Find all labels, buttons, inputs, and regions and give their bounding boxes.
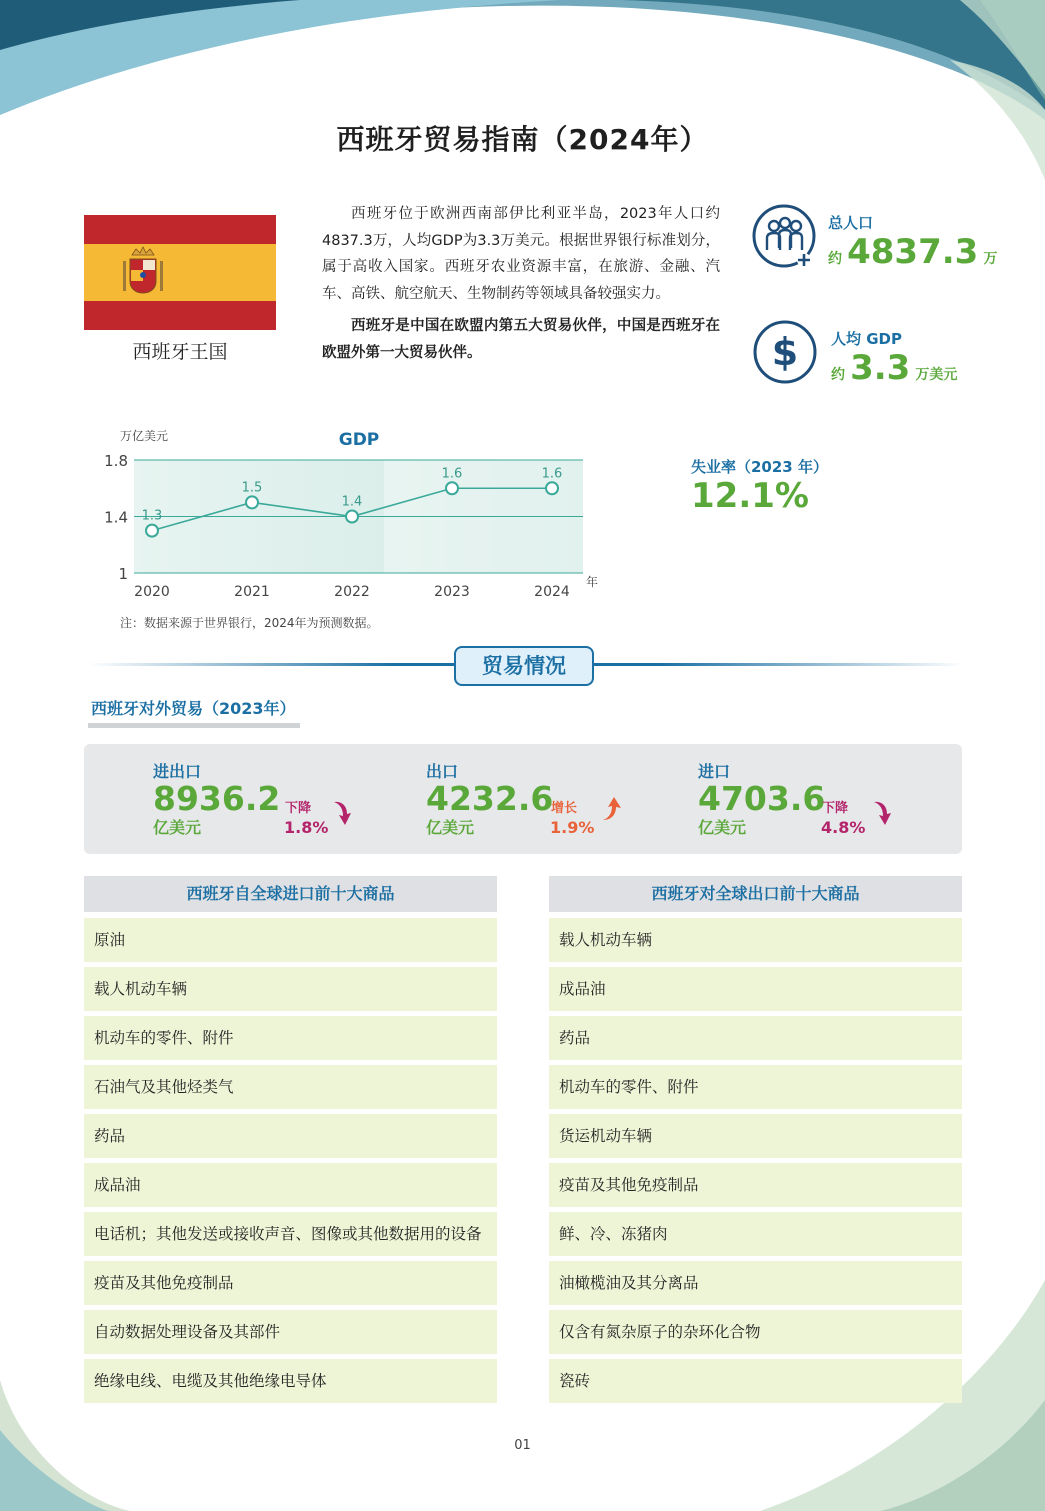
- data-point: [146, 525, 158, 537]
- chart-source-note: 注：数据来源于世界银行，2024年为预测数据。: [120, 616, 379, 630]
- population-stat: [828, 232, 997, 272]
- y-axis-label: 万亿美元: [120, 429, 169, 443]
- gdp-per-capita-prefix: 约: [831, 367, 845, 383]
- list-item: 疫苗及其他免疫制品: [549, 1163, 962, 1207]
- trade-total-value: 8936.2: [153, 779, 281, 818]
- page-title: 西班牙贸易指南（2024年）: [336, 123, 709, 156]
- section-title-trade: 贸易情况: [454, 646, 594, 686]
- list-item: 机动车的零件、附件: [549, 1065, 962, 1109]
- x-axis-label: 年: [586, 575, 599, 589]
- data-point: [246, 496, 258, 508]
- list-item: 鲜、冷、冻猪肉: [549, 1212, 962, 1256]
- unemployment-value: 12.1%: [691, 476, 809, 516]
- arrow-up-icon: [600, 796, 624, 822]
- list-item: 绝缘电线、电缆及其他绝缘电导体: [84, 1359, 497, 1403]
- list-item: 载人机动车辆: [84, 967, 497, 1011]
- intro-highlight: 西班牙是中国在欧盟内第五大贸易伙伴，中国是西班牙在欧盟外第一大贸易伙伴。: [322, 318, 720, 361]
- list-item: 疫苗及其他免疫制品: [84, 1261, 497, 1305]
- imports-list: [84, 918, 497, 1403]
- list-item: 药品: [84, 1114, 497, 1158]
- x-tick-label: 2024: [534, 584, 570, 600]
- list-item: 瓷砖: [549, 1359, 962, 1403]
- list-item: 机动车的零件、附件: [84, 1016, 497, 1060]
- list-item: 仅含有氮杂原子的杂环化合物: [549, 1310, 962, 1354]
- trade-total-direction: 下降: [285, 801, 312, 816]
- unemployment-label: 失业率（2023 年）: [691, 458, 828, 476]
- population-prefix: 约: [828, 251, 842, 267]
- gdp-per-capita-value: 3.3: [850, 348, 911, 388]
- list-item: 成品油: [549, 967, 962, 1011]
- population-value: 4837.3: [847, 232, 979, 272]
- people-icon: [752, 204, 818, 270]
- data-point: [446, 482, 458, 494]
- data-point: [546, 482, 558, 494]
- gdp-line-chart: [100, 420, 620, 610]
- export-unit: 亿美元: [426, 818, 475, 837]
- svg-text:$: $: [771, 330, 799, 374]
- list-item: 原油: [84, 918, 497, 962]
- trade-total-pct: 1.8%: [284, 818, 329, 837]
- list-item: 油橄榄油及其分离品: [549, 1261, 962, 1305]
- gdp-per-capita-label: 人均 GDP: [831, 330, 902, 348]
- dollar-icon: [752, 319, 818, 385]
- gdp-per-capita-unit: 万美元: [915, 367, 958, 383]
- list-item: 成品油: [84, 1163, 497, 1207]
- data-label: 1.5: [241, 480, 263, 496]
- import-label: 进口: [698, 762, 731, 781]
- data-label: 1.4: [341, 494, 363, 510]
- trade-total-unit: 亿美元: [153, 818, 202, 837]
- import-unit: 亿美元: [698, 818, 747, 837]
- population-label: 总人口: [828, 214, 874, 232]
- import-direction: 下降: [822, 801, 849, 816]
- x-tick-label: 2023: [434, 584, 470, 600]
- exports-heading: 西班牙对全球出口前十大商品: [549, 876, 962, 912]
- list-item: 石油气及其他烃类气: [84, 1065, 497, 1109]
- import-value: 4703.6: [698, 779, 826, 818]
- data-label: 1.6: [441, 466, 463, 482]
- spain-flag: [84, 215, 276, 330]
- list-item: 货运机动车辆: [549, 1114, 962, 1158]
- intro-text: [322, 201, 720, 366]
- chart-title: GDP: [338, 430, 380, 450]
- list-item: 载人机动车辆: [549, 918, 962, 962]
- list-item: 药品: [549, 1016, 962, 1060]
- imports-heading: 西班牙自全球进口前十大商品: [84, 876, 497, 912]
- export-value: 4232.6: [426, 779, 554, 818]
- y-tick-label: 1: [118, 565, 128, 583]
- arrow-down-icon: [330, 800, 352, 826]
- country-name: 西班牙王国: [132, 341, 228, 363]
- import-pct: 4.8%: [821, 818, 866, 837]
- export-direction: 增长: [551, 801, 578, 816]
- data-point: [346, 511, 358, 523]
- trade-subtitle: 西班牙对外贸易（2023年）: [88, 694, 300, 728]
- exports-list: [549, 918, 962, 1403]
- y-tick-label: 1.8: [104, 452, 128, 470]
- trade-total-label: 进出口: [153, 762, 202, 781]
- x-tick-label: 2021: [234, 584, 270, 600]
- list-item: 自动数据处理设备及其部件: [84, 1310, 497, 1354]
- data-label: 1.3: [141, 508, 163, 524]
- export-pct: 1.9%: [550, 818, 595, 837]
- page-number: 01: [514, 1438, 531, 1453]
- list-item: 电话机；其他发送或接收声音、图像或其他数据用的设备: [84, 1212, 497, 1256]
- arrow-down-icon: [870, 800, 892, 826]
- x-tick-label: 2020: [134, 584, 170, 600]
- y-tick-label: 1.4: [104, 508, 128, 527]
- data-label: 1.6: [541, 466, 563, 482]
- population-unit: 万: [983, 251, 998, 267]
- export-label: 出口: [426, 762, 459, 781]
- gdp-per-capita-stat: [831, 348, 957, 388]
- x-tick-label: 2022: [334, 584, 370, 600]
- intro-paragraph: 西班牙位于欧洲西南部伊比利亚半岛，2023年人口约4837.3万，人均GDP为3.3万美元。根据世界银行标准划分，属于高收入国家。西班牙农业资源丰富，在旅游、金融、汽车、高铁、航空航天、生物制药等领域具备较强实力。: [322, 206, 720, 302]
